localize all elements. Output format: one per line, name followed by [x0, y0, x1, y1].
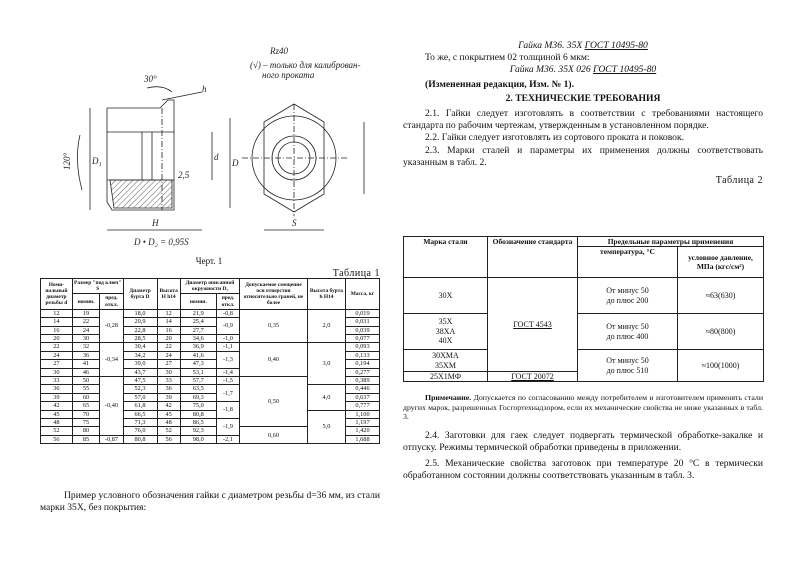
t1-height: 52 [157, 427, 180, 435]
t1-height: 20 [157, 334, 180, 342]
t1-bore: 61,8 [123, 402, 157, 410]
t1-key-dev: -0,40 [100, 376, 123, 435]
t1-collar: 5,0 [307, 410, 345, 444]
t1-height: 27 [157, 360, 180, 368]
t1-circle-dev: -1,0 [216, 334, 239, 342]
t1-height: 42 [157, 402, 180, 410]
t2-h-std: Обозначение стандарта [488, 237, 578, 278]
t1-bore: 71,3 [123, 418, 157, 426]
example-designation-1 [403, 40, 763, 52]
example-paragraph: Пример условного обозначения гайки с диаметром резьбы d=36 мм, из стали марки 35Х, без покрытия: [40, 490, 380, 513]
t1-nominal: 36 [41, 385, 73, 393]
para-2-3: 2.3. Марки сталей и параметры их применения должны соответствовать указанным в табл. 2. [403, 144, 763, 168]
t1-height: 16 [157, 326, 180, 334]
example-2-std: ГОСТ 10495-80 [593, 64, 657, 76]
label-30: 30° [144, 74, 157, 84]
label-S: S [292, 218, 297, 228]
coating-text: То же, с покрытием 02 толщиной 6 мкм: [425, 52, 590, 64]
t1-nominal: 24 [41, 351, 73, 359]
para-2-5: 2.5. Механические свойства заготовок при температуре 20 °С в термически обработанном состоянии должны соответствовать указанным в табл. 3. [403, 458, 763, 482]
t1-circle-nom: 57,7 [180, 376, 216, 384]
t1-mass: 0,277 [346, 368, 380, 376]
t1-height: 56 [157, 435, 180, 443]
label-d1: D₁ [92, 156, 102, 166]
t1-key-nom: 50 [72, 376, 100, 384]
example-2-text: Гайка М36. 35Х 026 [509, 64, 594, 76]
label-note1: (√) – только для калиброван- [250, 60, 361, 70]
t2-temp-3b: до плюс 510 [606, 365, 649, 375]
t1-key-nom: 30 [72, 334, 100, 342]
t2-temp-2 [578, 314, 678, 350]
label-note2: ного проката [262, 70, 315, 80]
para-2-2: 2.2. Гайки следует изготовлять из сортового проката и поковок. [425, 132, 685, 144]
t1-key-nom: 80 [72, 427, 100, 435]
t1-h-key-nom: номин. [72, 294, 100, 309]
t1-key-dev: -0,28 [100, 309, 123, 343]
t1-key-dev: -0,34 [100, 343, 123, 377]
t1-mass: 0,019 [346, 309, 380, 317]
t1-key-nom: 22 [72, 318, 100, 326]
t2-press-2: ≈80(800) [678, 314, 764, 350]
t1-circle-nom: 21,9 [180, 309, 216, 317]
t1-circle-dev: -1,7 [216, 385, 239, 402]
t1-collar: 3,0 [307, 343, 345, 385]
label-H: H [152, 218, 159, 228]
t1-h-key-dev: пред. откл. [100, 294, 123, 309]
t1-bore: 43,7 [123, 368, 157, 376]
t1-key-nom: 36 [72, 351, 100, 359]
nut-drawing [52, 40, 366, 250]
t1-bore: 66,5 [123, 410, 157, 418]
t2-h-temp: температура, °С [578, 247, 678, 278]
t1-mass: 0,133 [346, 351, 380, 359]
t1-circle-nom: 69,3 [180, 393, 216, 401]
t1-bore: 34,2 [123, 351, 157, 359]
table1-row [41, 309, 380, 317]
t1-mass: 1,197 [346, 418, 380, 426]
t1-mass: 0,031 [346, 318, 380, 326]
t2-temp-1a: От минус 50 [606, 286, 649, 296]
t1-mass: 0,077 [346, 334, 380, 342]
t1-circle-dev: -1,5 [216, 376, 239, 384]
table2-title: Таблица 2 [715, 175, 763, 187]
para-2-4: 2.4. Заготовки для гаек следует подвергать термической обработке-закалке и отпуску. Режимы термической обработки приведены в приложении. [403, 429, 763, 453]
t1-nominal: 20 [41, 334, 73, 342]
t1-nominal: 52 [41, 427, 73, 435]
t1-bore: 18,0 [123, 309, 157, 317]
t1-h-offset: Допускаемое смещение оси отверстия относительно граней, не более [240, 279, 308, 310]
t1-key-nom: 75 [72, 418, 100, 426]
example-designation-2 [403, 64, 763, 76]
label-120: 120° [62, 152, 72, 170]
t1-collar: 4,0 [307, 385, 345, 410]
t1-mass: 0,446 [346, 385, 380, 393]
nut-drawing-svg [52, 40, 366, 250]
t1-height: 33 [157, 376, 180, 384]
label-h: h [202, 84, 207, 94]
t1-offset: 0,35 [240, 309, 308, 343]
t1-key-dev: -0,87 [100, 435, 123, 443]
t1-mass: 0,777 [346, 402, 380, 410]
t1-bore: 57,0 [123, 393, 157, 401]
t1-mass: 0,389 [346, 376, 380, 384]
t2-grade-35xm: 35ХМ [435, 360, 456, 370]
t1-nominal: 30 [41, 368, 73, 376]
t1-circle-nom: 34,6 [180, 334, 216, 342]
t2-grade-25x1mf: 25Х1МФ [404, 372, 488, 382]
table2 [403, 236, 764, 382]
t2-temp-2a: От минус 50 [606, 322, 649, 332]
t1-height: 45 [157, 410, 180, 418]
t1-h-circle: Диаметр описанной окружности D₁ [180, 279, 239, 294]
note-label: Примечание. [425, 393, 472, 402]
t1-circle-nom: 86,5 [180, 418, 216, 426]
t1-mass: 1,100 [346, 410, 380, 418]
t1-height: 12 [157, 309, 180, 317]
t1-circle-dev: -1,9 [216, 418, 239, 435]
t1-circle-dev: -1,3 [216, 351, 239, 368]
section-title: 2. ТЕХНИЧЕСКИЕ ТРЕБОВАНИЯ [505, 92, 661, 104]
t1-h-collar: Высота бурта h H14 [307, 279, 345, 310]
t1-circle-dev: -0,8 [216, 309, 239, 317]
t1-h-nominal: Номи-нальный диаметр резьбы d [41, 279, 73, 310]
table1-row [41, 343, 380, 351]
t1-h-mass: Масса, кг [346, 279, 380, 310]
t1-height: 30 [157, 368, 180, 376]
t1-key-nom: 65 [72, 402, 100, 410]
example-1-text: Гайка М36. 35Х [518, 40, 585, 51]
t2-grade-group-3 [404, 350, 488, 372]
note-block [403, 393, 763, 483]
t2-std-4543-text: ГОСТ 4543 [513, 319, 552, 329]
t1-circle-nom: 98,0 [180, 435, 216, 443]
t2-grade-group-2 [404, 314, 488, 350]
t1-nominal: 12 [41, 309, 73, 317]
t1-circle-dev: -0,9 [216, 318, 239, 335]
note-paragraph [403, 393, 763, 422]
label-rz: Rz40 [270, 46, 288, 56]
dim-120-arc [77, 135, 82, 190]
t1-collar: 2,0 [307, 309, 345, 343]
label-c25: 2,5 [178, 170, 190, 180]
t1-circle-dev: -1,8 [216, 402, 239, 419]
t2-grade-30xma: 30ХМА [432, 351, 459, 361]
t2-press-1: ≈63(630) [678, 278, 764, 314]
label-formula: D • D₂ = 0,95S [134, 237, 189, 247]
t1-nominal: 48 [41, 418, 73, 426]
t1-key-nom: 41 [72, 360, 100, 368]
t1-h-bore: Диаметр бурта D [123, 279, 157, 310]
table1-row [41, 410, 380, 418]
t1-mass: 0,039 [346, 326, 380, 334]
t1-height: 36 [157, 385, 180, 393]
t1-key-nom: 55 [72, 385, 100, 393]
t1-offset: 0,40 [240, 343, 308, 377]
t1-circle-dev: -2,1 [216, 435, 239, 443]
t1-circle-nom: 92,3 [180, 427, 216, 435]
t1-mass: 0,093 [346, 343, 380, 351]
t1-bore: 20,9 [123, 318, 157, 326]
t1-bore: 76,0 [123, 427, 157, 435]
t1-key-nom: 85 [72, 435, 100, 443]
t2-press-3: ≈100(1000) [678, 350, 764, 382]
t2-temp-3a: От минус 50 [606, 356, 649, 366]
t1-h-key: Размер "под ключ" S [74, 280, 122, 293]
t1-bore: 52,3 [123, 385, 157, 393]
dim-angle-arc [147, 87, 172, 92]
t1-bore: 30,4 [123, 343, 157, 351]
t1-circle-nom: 36,9 [180, 343, 216, 351]
t1-circle-nom: 41,6 [180, 351, 216, 359]
t1-circle-nom: 27,7 [180, 326, 216, 334]
t1-nominal: 16 [41, 326, 73, 334]
t1-key-nom: 46 [72, 368, 100, 376]
table1-body [41, 309, 380, 443]
t1-nominal: 33 [41, 376, 73, 384]
t1-bore: 28,5 [123, 334, 157, 342]
t1-key-nom: 32 [72, 343, 100, 351]
t2-h-press: условное давление, МПа (кгс/см²) [678, 247, 764, 278]
t1-nominal: 22 [41, 343, 73, 351]
t1-mass: 1,688 [346, 435, 380, 443]
t2-std-20072-text: ГОСТ 20072 [511, 372, 554, 381]
t1-circle-nom: 53,1 [180, 368, 216, 376]
dim-h-leader [162, 92, 202, 100]
t2-std-4543 [488, 278, 578, 372]
t1-key-nom: 70 [72, 410, 100, 418]
t1-nominal: 39 [41, 393, 73, 401]
t1-nominal: 42 [41, 402, 73, 410]
t1-circle-nom: 25,4 [180, 318, 216, 326]
t1-nominal: 27 [41, 360, 73, 368]
t1-bore: 47,5 [123, 376, 157, 384]
t2-temp-2b: до плюс 400 [606, 331, 649, 341]
t1-height: 48 [157, 418, 180, 426]
t1-circle-nom: 47,3 [180, 360, 216, 368]
table1 [40, 278, 380, 444]
t1-circle-nom: 63,5 [180, 385, 216, 393]
label-D: D [232, 158, 239, 168]
t1-offset: 0,50 [240, 376, 308, 426]
example-1-std: ГОСТ 10495-80 [584, 40, 648, 51]
t1-circle-nom: 80,8 [180, 410, 216, 418]
t1-mass: 0,637 [346, 393, 380, 401]
t2-temp-1 [578, 278, 678, 314]
t1-circle-nom: 75,0 [180, 402, 216, 410]
t1-offset: 0,60 [240, 427, 308, 444]
t1-nominal: 14 [41, 318, 73, 326]
t1-height: 39 [157, 393, 180, 401]
t2-grade-40x: 40Х [438, 336, 453, 346]
t2-h-limits: Предельные параметры применения [578, 237, 764, 247]
label-d: d [214, 152, 219, 162]
t1-bore: 39,0 [123, 360, 157, 368]
edition-note: (Измененная редакция, Изм. № 1). [425, 78, 575, 90]
t1-circle-dev: -1,4 [216, 368, 239, 376]
example-1 [403, 40, 763, 187]
table1-title: Таблица 1 [332, 268, 380, 279]
figure-caption: Черт. 1 [195, 256, 223, 266]
t1-height: 24 [157, 351, 180, 359]
t2-temp-3 [578, 350, 678, 382]
t1-h-circle-dev: пред. откл. [216, 294, 239, 309]
table1-row [41, 385, 380, 393]
note-text: Допускается по согласованию между потребителем и изготовителем применять стали других марок, разрешенных Госгортехнадзором, если их механические свойства не ниже указанных в табл. 3. [403, 393, 763, 422]
t2-h-grade: Марка стали [404, 237, 488, 278]
t1-height: 14 [157, 318, 180, 326]
t1-mass: 1,420 [346, 427, 380, 435]
t2-grade: 30Х [404, 278, 488, 314]
t1-circle-dev: -1,1 [216, 343, 239, 351]
t1-key-nom: 19 [72, 309, 100, 317]
nut-section-hatch [110, 180, 172, 208]
t1-key-nom: 60 [72, 393, 100, 401]
t1-h-height: Высота H h14 [157, 279, 180, 310]
t2-std-20072 [488, 372, 578, 382]
t1-bore: 22,8 [123, 326, 157, 334]
t2-grade-38xa: 38ХА [435, 326, 456, 336]
t1-nominal: 45 [41, 410, 73, 418]
t1-height: 22 [157, 343, 180, 351]
t1-nominal: 56 [41, 435, 73, 443]
t1-mass: 0,194 [346, 360, 380, 368]
para-2-1: 2.1. Гайки следует изготовлять в соответствии с требованиями настоящего стандарта по рабочим чертежам, утвержденным в установленном порядке. [403, 108, 763, 132]
t1-bore: 80,8 [123, 435, 157, 443]
t1-key-nom: 24 [72, 326, 100, 334]
t1-h-circle-nom: номин. [180, 294, 216, 309]
t2-grade-35x: 35Х [438, 317, 453, 327]
t2-temp-1b: до плюс 200 [606, 295, 649, 305]
